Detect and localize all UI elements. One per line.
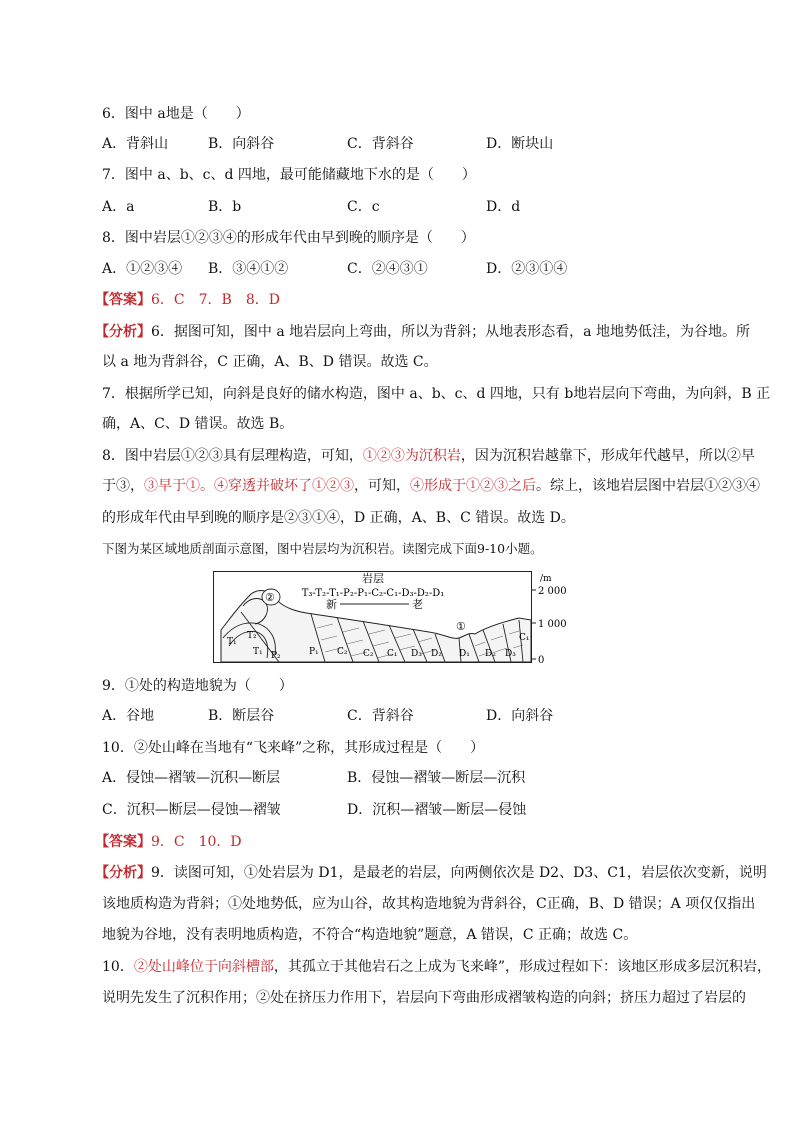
analysis-tag: 【分析】 bbox=[95, 865, 151, 881]
answer-text: 9．C 10．D bbox=[151, 834, 242, 850]
figure-intro: 下图为某区域地质剖面示意图，图中岩层均为沉积岩。读图完成下面9-10小题。 bbox=[102, 541, 543, 556]
analysis-1-line-1 bbox=[95, 322, 750, 342]
highlight-text: ①②③为沉积岩 bbox=[362, 448, 461, 464]
q9-option-b: B．断层谷 bbox=[208, 708, 275, 724]
legend-new: 新 bbox=[326, 598, 337, 611]
answer-tag: 【答案】 bbox=[95, 292, 151, 308]
analysis-1-line-2: 以 a 地为背斜谷，C 正确，A、B、D 错误。故选 C。 bbox=[102, 354, 438, 370]
q6-option-b: B．向斜谷 bbox=[208, 136, 275, 152]
analysis-2-line-2: 该地质构造为背斜；①处地势低，应为山谷，故其构造地貌为背斜谷，C正确，B、D 错误；A 项仅仅指出 bbox=[102, 896, 756, 912]
q8-option-a: A．①②③④ bbox=[102, 261, 183, 277]
q7-option-c: C．c bbox=[347, 199, 380, 215]
axis-unit: /m bbox=[540, 574, 552, 584]
analysis-2-line-1 bbox=[95, 863, 767, 883]
q8-option-c: C．②④③① bbox=[347, 261, 428, 277]
item-number: 8． bbox=[102, 448, 125, 464]
analysis-2-line-5: 说明先发生了沉积作用；②处在挤压力作用下，岩层向下弯曲形成褶皱构造的向斜；挤压力超过了岩层的 bbox=[102, 990, 746, 1006]
question-7-stem: 7．图中 a、b、c、d 四地，最可能储藏地下水的是（ ） bbox=[102, 167, 476, 183]
analysis-text: ，可知， bbox=[354, 478, 410, 494]
layer-label: C₁ bbox=[387, 649, 398, 659]
q8-option-b: B．③④①② bbox=[208, 261, 289, 277]
layer-label: T₂ bbox=[247, 631, 257, 641]
geologic-cross-section-figure bbox=[213, 568, 573, 666]
analysis-text: 于③， bbox=[102, 478, 144, 494]
highlight-text: ③早于①。④穿透并破坏了①②③ bbox=[144, 478, 354, 494]
q9-option-a: A．谷地 bbox=[102, 708, 155, 724]
q9-option-d: D．向斜谷 bbox=[486, 708, 554, 724]
layer-label: D₁ bbox=[459, 649, 470, 659]
q6-option-d: D．断块山 bbox=[486, 136, 554, 152]
layer-label: D₂ bbox=[485, 649, 496, 659]
q10-option-a: A．侵蚀—褶皱—沉积—断层 bbox=[102, 770, 281, 786]
layer-label: C₂ bbox=[363, 649, 374, 659]
analysis-1-line-7: 的形成年代由早到晚的顺序是②③①④，D 正确，A、B、C 错误。故选 D。 bbox=[102, 510, 575, 526]
marker-1: ① bbox=[456, 620, 466, 633]
layer-label: C₂ bbox=[337, 647, 348, 657]
question-9-stem: 9．①处的构造地貌为（ ） bbox=[102, 678, 293, 694]
answer-text: 6．C 7．B 8．D bbox=[151, 292, 280, 308]
analysis-tag: 【分析】 bbox=[95, 324, 151, 340]
q6-option-a: A．背斜山 bbox=[102, 136, 169, 152]
q8-option-d: D．②③①④ bbox=[486, 261, 568, 277]
analysis-text: 图中岩层①②③具有层理构造，可知， bbox=[124, 448, 363, 464]
layer-label: P₂ bbox=[271, 651, 281, 661]
q10-option-d: D．沉积—褶皱—断层—侵蚀 bbox=[347, 802, 527, 818]
analysis-text: 6．据图可知，图中 a 地岩层向上弯曲，所以为背斜；从地表形态看，a 地地势低洼，为谷地。所 bbox=[151, 324, 750, 340]
q7-option-a: A．a bbox=[102, 199, 135, 215]
q9-option-c: C．背斜谷 bbox=[347, 708, 414, 724]
analysis-1-line-4: 确，A、C、D 错误。故选 B。 bbox=[102, 416, 294, 432]
question-8-stem: 8．图中岩层①②③④的形成年代由早到晚的顺序是（ ） bbox=[102, 230, 475, 246]
analysis-1-line-5 bbox=[102, 446, 755, 466]
tick-label-2000: 2 000 bbox=[538, 586, 567, 597]
layer-label: D₂ bbox=[431, 649, 442, 659]
marker-2: ② bbox=[265, 591, 275, 604]
tick-label-1000: 1 000 bbox=[538, 619, 567, 630]
layer-label: P₁ bbox=[309, 647, 319, 657]
highlight-text: ②处山峰位于向斜槽部 bbox=[133, 959, 274, 975]
layer-label: T₁ bbox=[253, 647, 263, 657]
item-number: 10． bbox=[102, 959, 134, 975]
q7-option-b: B．b bbox=[208, 199, 242, 215]
analysis-2-line-3: 地貌为谷地，没有表明地质构造，不符合“构造地貌”题意，A 错误，C 正确；故选 C。 bbox=[102, 927, 638, 943]
layer-label: C₁ bbox=[519, 633, 530, 643]
analysis-1-line-3: 7．根据所学已知，向斜是良好的储水构造，图中 a、b、c、d 四地，只有 b地岩层向下弯曲，为向斜，B 正 bbox=[102, 386, 771, 402]
answer-block-1 bbox=[95, 290, 280, 310]
question-6-stem: 6．图中 a地是（ ） bbox=[102, 106, 250, 122]
q7-option-d: D．d bbox=[486, 199, 521, 215]
analysis-1-line-6 bbox=[102, 476, 760, 496]
analysis-text: ，其孤立于其他岩石之上成为飞来峰”，形成过程如下：该地区形成多层沉积岩， bbox=[273, 959, 771, 975]
answer-block-2 bbox=[95, 832, 242, 852]
analysis-text: ，因为沉积岩越靠下，形成年代越早，所以②早 bbox=[460, 448, 755, 464]
layer-label: D₃ bbox=[411, 649, 422, 659]
analysis-text: 9．读图可知，①处岩层为 D1，是最老的岩层，向两侧依次是 D2、D3、C1，岩层依次变新，说明 bbox=[151, 865, 767, 881]
q6-option-c: C．背斜谷 bbox=[347, 136, 414, 152]
tick-label-0: 0 bbox=[538, 655, 545, 666]
legend-header: 岩层 bbox=[362, 572, 384, 585]
analysis-2-line-4 bbox=[102, 957, 771, 977]
question-10-stem: 10．②处山峰在当地有“飞来峰”之称，其形成过程是（ ） bbox=[102, 740, 485, 756]
layer-label: D₃ bbox=[505, 649, 516, 659]
cross-section-svg bbox=[213, 568, 573, 666]
q10-option-b: B．侵蚀—褶皱—断层—沉积 bbox=[347, 770, 526, 786]
legend-sequence: T₃-T₂-T₁-P₂-P₁-C₂-C₁-D₃-D₂-D₁ bbox=[301, 588, 445, 599]
layer-label: T₁ bbox=[227, 637, 237, 647]
analysis-text: 。综上，该地岩层图中岩层①②③④ bbox=[536, 478, 760, 494]
highlight-text: ④形成于①②③之后 bbox=[410, 478, 536, 494]
legend-old: 老 bbox=[412, 598, 423, 611]
answer-tag: 【答案】 bbox=[95, 834, 151, 850]
q10-option-c: C．沉积—断层—侵蚀—褶皱 bbox=[102, 802, 281, 818]
